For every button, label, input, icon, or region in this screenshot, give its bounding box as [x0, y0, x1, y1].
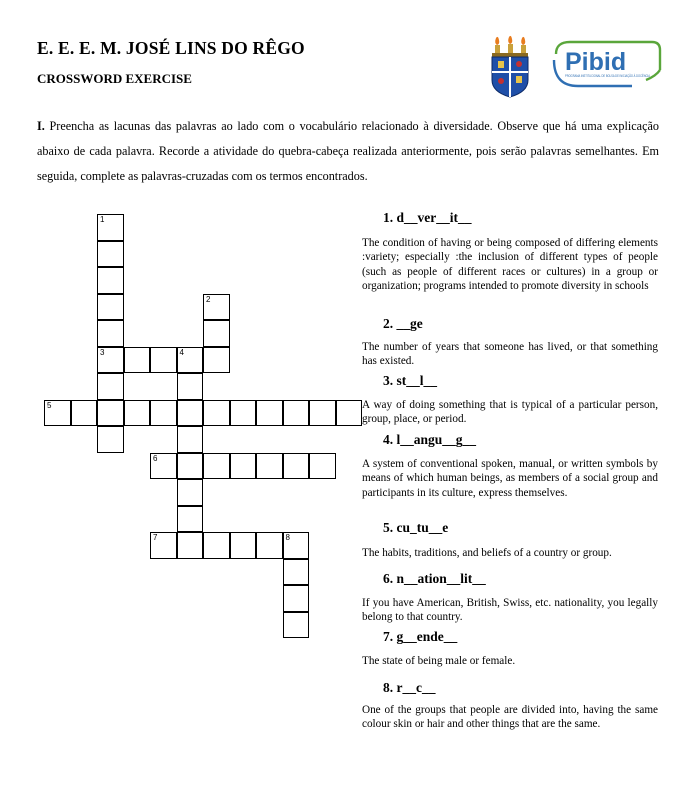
crossword-cell[interactable] [177, 479, 204, 506]
clue-4-definition: A system of conventional spoken, manual, or written symbols by means of which human beings, as members of a social group and participants in its culture, express themselves. [362, 458, 658, 499]
crossword-cell[interactable] [230, 400, 257, 427]
crossword-cell[interactable] [97, 214, 124, 241]
crossword-cell[interactable] [97, 347, 124, 374]
pibid-logo [552, 40, 675, 90]
exercise-subtitle: CROSSWORD EXERCISE [37, 71, 192, 86]
clue-7-definition: The state of being male or female. [362, 655, 516, 667]
crossword-cell[interactable] [336, 400, 363, 427]
crossword-cell[interactable] [97, 373, 124, 400]
crossword-cell[interactable] [97, 294, 124, 321]
crossword-cell[interactable] [97, 241, 124, 268]
school-title: E. E. E. M. JOSÉ LINS DO RÊGO [37, 38, 305, 58]
crossword-cell[interactable] [203, 320, 230, 347]
clue-5-word: 5. cu_tu__e [383, 520, 449, 535]
crossword-cell[interactable] [150, 400, 177, 427]
crossword-cell[interactable] [203, 347, 230, 374]
crossword-cell[interactable] [283, 532, 310, 559]
crossword-cell[interactable] [97, 267, 124, 294]
clue-number: 7 [153, 533, 158, 542]
clue-3-definition: A way of doing something that is typical of a particular person, group, place, or period. [362, 399, 658, 426]
clue-3-word: 3. st__l__ [383, 373, 437, 388]
crossword-cell[interactable] [230, 453, 257, 480]
clue-6-definition: If you have American, British, Swiss, etc. nationality, you legally belong to that country. [362, 597, 658, 624]
crossword-cell[interactable] [309, 453, 336, 480]
crossword-cell[interactable] [124, 347, 151, 374]
instructions-text: Preencha as lacunas das palavras ao lado com o vocabulário relacionado à diversidade. Observe que há uma explicação abaixo de cada palavra. Recorde a atividade do quebra-cabeça realizada anteriormente, pois serão palavras semelhantes. Em seguida, complete as palavras-cruzadas com os termos encontrados. [37, 119, 659, 183]
crossword-cell[interactable] [124, 400, 151, 427]
clue-7-word: 7. g__ende__ [383, 629, 458, 644]
university-crest-logo [487, 36, 533, 98]
crossword-cell[interactable] [203, 453, 230, 480]
clue-number: 2 [206, 294, 211, 304]
crossword-cell[interactable] [150, 532, 177, 559]
crossword-cell[interactable] [177, 400, 204, 427]
instructions-paragraph [37, 114, 659, 189]
crossword-cell[interactable] [256, 453, 283, 480]
crossword-cell[interactable] [203, 294, 230, 321]
clue-number: 5 [47, 400, 52, 410]
crossword-cell[interactable] [177, 506, 204, 533]
crossword-cell[interactable] [97, 320, 124, 347]
crossword-cell[interactable] [97, 400, 124, 427]
crossword-cell[interactable] [230, 532, 257, 559]
pibid-wordmark: Pibid [565, 48, 627, 76]
crossword-cell[interactable] [97, 426, 124, 453]
crossword-cell[interactable] [150, 347, 177, 374]
crossword-cell[interactable] [44, 400, 71, 427]
crossword-cell[interactable] [71, 400, 98, 427]
clue-number: 8 [285, 533, 290, 542]
clue-number: 4 [179, 347, 184, 357]
crossword-cell[interactable] [283, 400, 310, 427]
clue-1-definition: The condition of having or being composed of differing elements :variety; especially :the inclusion of different types of people (such as people of different races or cultures) in a group or organization; programs intended to promote diversity in schools [362, 237, 658, 293]
clue-6-word: 6. n__ation__lit__ [383, 571, 486, 586]
clue-8-definition: One of the groups that people are divided into, having the same colour skin or hair and other things that are the same. [362, 704, 658, 731]
crossword-cell[interactable] [283, 585, 310, 612]
clue-4-word: 4. l__angu__g__ [383, 432, 477, 447]
clue-number: 1 [100, 215, 105, 224]
clue-8-word: 8. r__c__ [383, 680, 436, 695]
crossword-cell[interactable] [177, 426, 204, 453]
crossword-cell[interactable] [203, 400, 230, 427]
crossword-cell[interactable] [177, 347, 204, 374]
crossword-cell[interactable] [309, 400, 336, 427]
clue-2-definition: The number of years that someone has lived, or that something has existed. [362, 341, 658, 368]
clue-number: 3 [100, 347, 105, 357]
crossword-cell[interactable] [283, 453, 310, 480]
clue-2-word: 2. __ge [383, 316, 423, 331]
clue-number: 6 [153, 453, 158, 463]
pibid-caption: PROGRAMA INSTITUCIONAL DE BOLSA DE INICIAÇÃO À DOCÊNCIA [565, 74, 675, 78]
crossword-cell[interactable] [283, 559, 310, 586]
clue-1-word: 1. d__ver__it__ [383, 210, 472, 225]
crossword-cell[interactable] [177, 373, 204, 400]
crossword-cell[interactable] [177, 532, 204, 559]
crossword-cell[interactable] [283, 612, 310, 639]
crossword-cell[interactable] [177, 453, 204, 480]
crossword-cell[interactable] [203, 532, 230, 559]
crossword-cell[interactable] [256, 532, 283, 559]
crossword-cell[interactable] [150, 453, 177, 480]
instructions-label: I. [37, 119, 45, 133]
clue-5-definition: The habits, traditions, and beliefs of a country or group. [362, 547, 612, 559]
crossword-cell[interactable] [256, 400, 283, 427]
